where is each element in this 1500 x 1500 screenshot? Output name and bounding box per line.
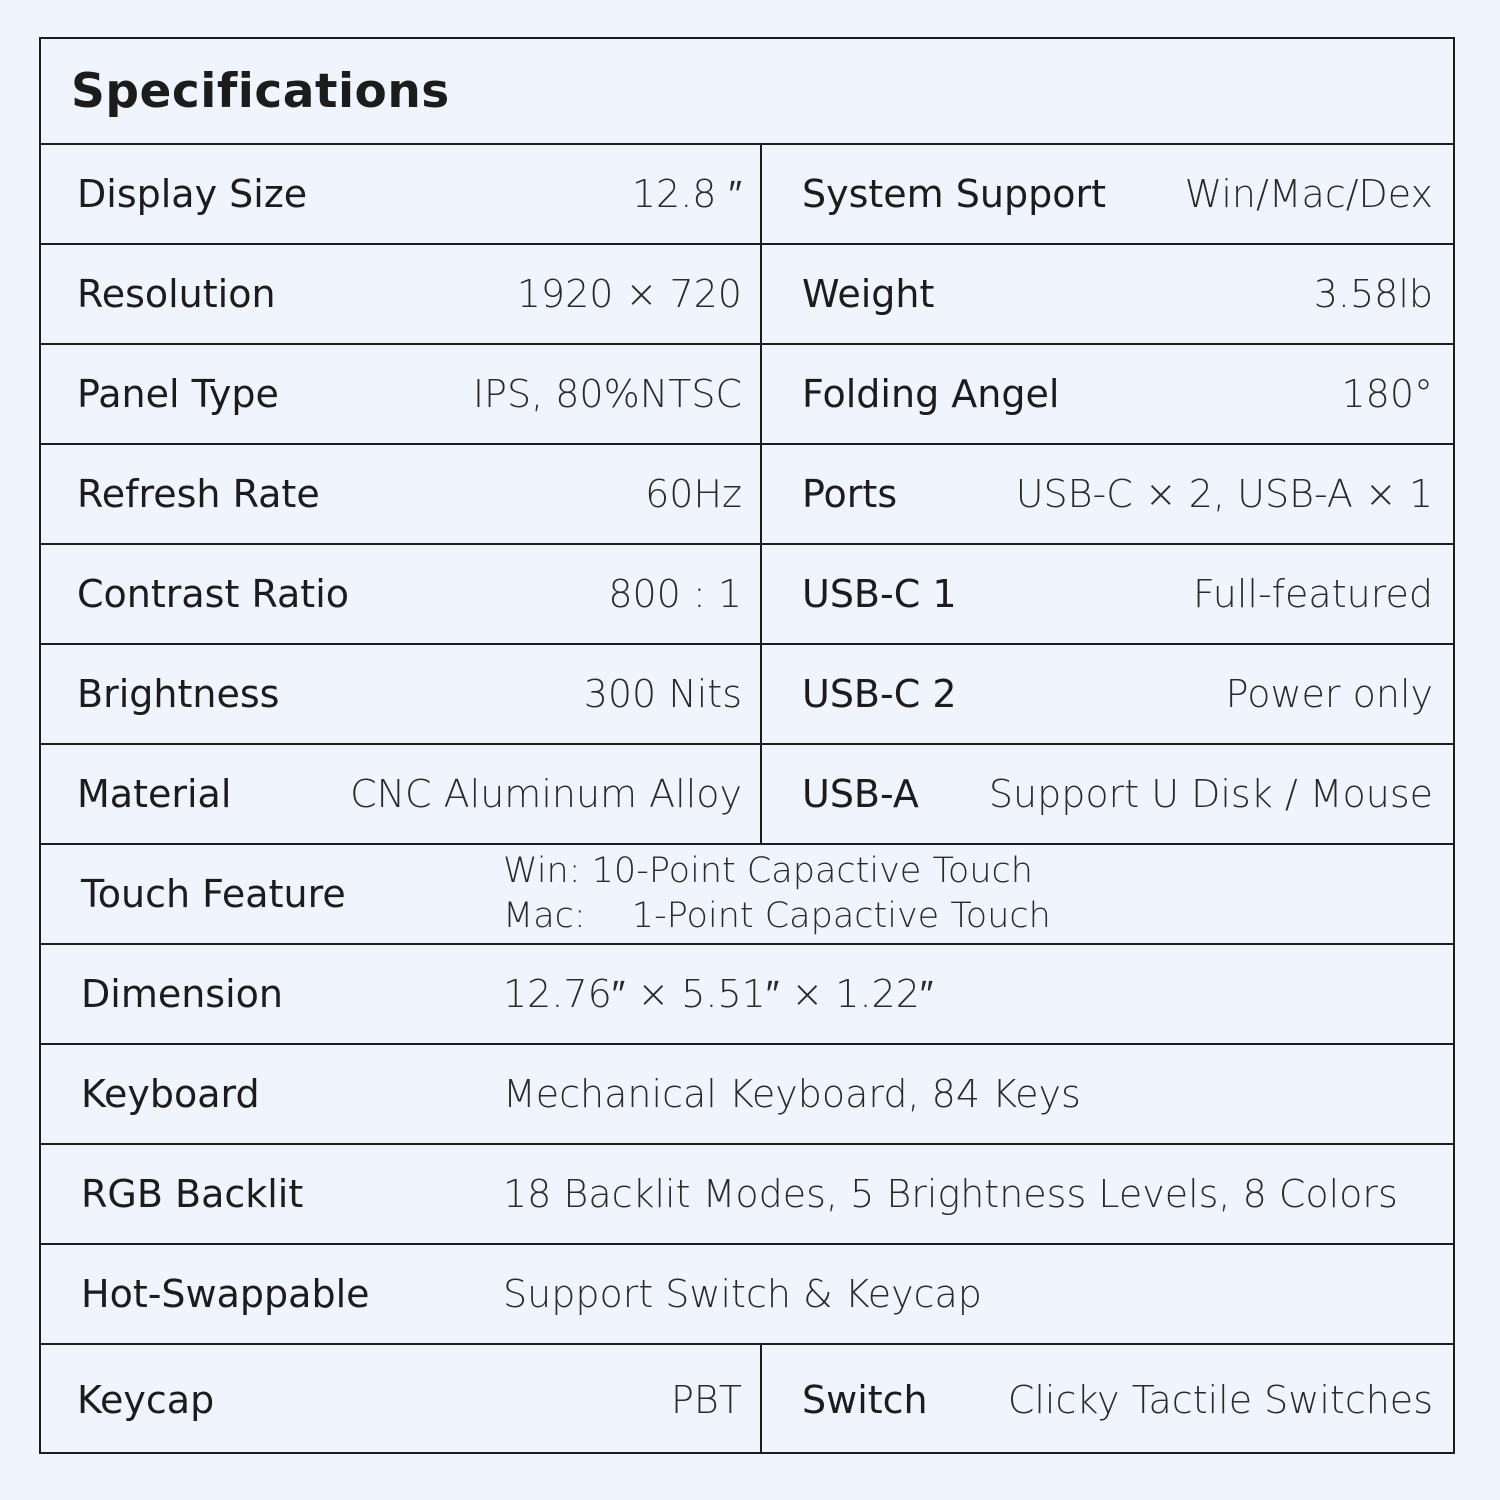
spec-value: CNC Aluminum Alloy — [350, 772, 742, 816]
spec-value: Power only — [1225, 672, 1433, 716]
spec-cell — [762, 245, 1453, 343]
spec-row-material — [41, 745, 1453, 845]
spec-label: RGB Backlit — [81, 1172, 304, 1216]
spec-value: 300 Nits — [583, 672, 742, 716]
spec-value: IPS, 80%NTSC — [472, 372, 742, 416]
spec-cell — [762, 1345, 1453, 1454]
spec-label: Brightness — [77, 672, 280, 716]
spec-label: Display Size — [77, 172, 308, 216]
spec-cell — [41, 645, 762, 743]
spec-label: Weight — [802, 272, 935, 316]
spec-value: Win/Mac/Dex — [1184, 172, 1433, 216]
spec-cell — [41, 945, 1453, 1043]
spec-label: Contrast Ratio — [77, 572, 350, 616]
spec-cell — [41, 1045, 1453, 1143]
spec-value: 12.8 ″ — [631, 171, 742, 216]
spec-cell — [41, 545, 762, 643]
spec-value: 3.58lb — [1313, 272, 1433, 316]
spec-cell — [762, 345, 1453, 443]
touch-values — [503, 849, 1051, 939]
spec-label: Dimension — [81, 972, 283, 1016]
spec-row-rgb-backlit — [41, 1145, 1453, 1245]
spec-label: Resolution — [77, 272, 276, 316]
spec-row-display-size — [41, 145, 1453, 245]
spec-table — [39, 37, 1455, 1454]
spec-value: PBT — [670, 1377, 742, 1422]
spec-value: 18 Backlit Modes, 5 Brightness Levels, 8 Colors — [503, 1172, 1398, 1216]
spec-label: Keycap — [77, 1377, 215, 1422]
spec-label: Material — [77, 772, 232, 816]
spec-value: 60Hz — [645, 472, 742, 516]
spec-row-contrast-ratio — [41, 545, 1453, 645]
spec-label: Touch Feature — [81, 872, 346, 916]
spec-row-resolution — [41, 245, 1453, 345]
spec-cell — [762, 545, 1453, 643]
spec-cell — [41, 245, 762, 343]
spec-label: Panel Type — [77, 372, 279, 416]
spec-cell — [762, 145, 1453, 243]
spec-cell — [41, 345, 762, 443]
spec-row-hot-swappable — [41, 1245, 1453, 1345]
spec-cell — [41, 745, 762, 843]
spec-value: Support Switch & Keycap — [503, 1272, 982, 1316]
spec-value: Clicky Tactile Switches — [1007, 1377, 1433, 1422]
spec-cell — [41, 145, 762, 243]
spec-cell — [762, 745, 1453, 843]
spec-row-keyboard — [41, 1045, 1453, 1145]
spec-value: 1920 × 720 — [516, 272, 742, 316]
spec-value: Support U Disk / Mouse — [988, 772, 1433, 816]
spec-label: Switch — [802, 1377, 928, 1422]
spec-value: Mac: 1-Point Capactive Touch — [503, 896, 1051, 936]
spec-label: USB-A — [802, 772, 919, 816]
spec-row-keycap — [41, 1345, 1453, 1454]
spec-cell — [41, 1245, 1453, 1343]
spec-row-panel-type — [41, 345, 1453, 445]
spec-label: Folding Angel — [802, 372, 1060, 416]
title-row — [41, 39, 1453, 145]
spec-row-brightness — [41, 645, 1453, 745]
spec-row-dimension — [41, 945, 1453, 1045]
spec-cell — [41, 1345, 762, 1454]
spec-value: Full-featured — [1192, 572, 1433, 616]
spec-label: Ports — [802, 472, 898, 516]
spec-label: Keyboard — [81, 1072, 260, 1116]
page-title: Specifications — [71, 63, 450, 119]
spec-row-touch-feature — [41, 845, 1453, 945]
spec-cell — [41, 845, 1453, 943]
spec-cell — [762, 645, 1453, 743]
spec-label: Hot-Swappable — [81, 1272, 370, 1316]
spec-row-refresh-rate — [41, 445, 1453, 545]
spec-label: System Support — [802, 172, 1106, 216]
spec-cell — [41, 445, 762, 543]
spec-cell — [41, 1145, 1453, 1243]
spec-value: Win: 10-Point Capactive Touch — [503, 851, 1033, 891]
spec-cell — [762, 445, 1453, 543]
spec-value: 180° — [1341, 372, 1433, 416]
spec-label: USB-C 2 — [802, 672, 957, 716]
spec-label: Refresh Rate — [77, 472, 320, 516]
spec-label: USB-C 1 — [802, 572, 957, 616]
spec-value: USB-C × 2, USB-A × 1 — [1015, 472, 1433, 516]
spec-value: 800 : 1 — [608, 572, 742, 616]
spec-value: 12.76″ × 5.51″ × 1.22″ — [503, 971, 934, 1016]
spec-value: Mechanical Keyboard, 84 Keys — [503, 1072, 1081, 1116]
